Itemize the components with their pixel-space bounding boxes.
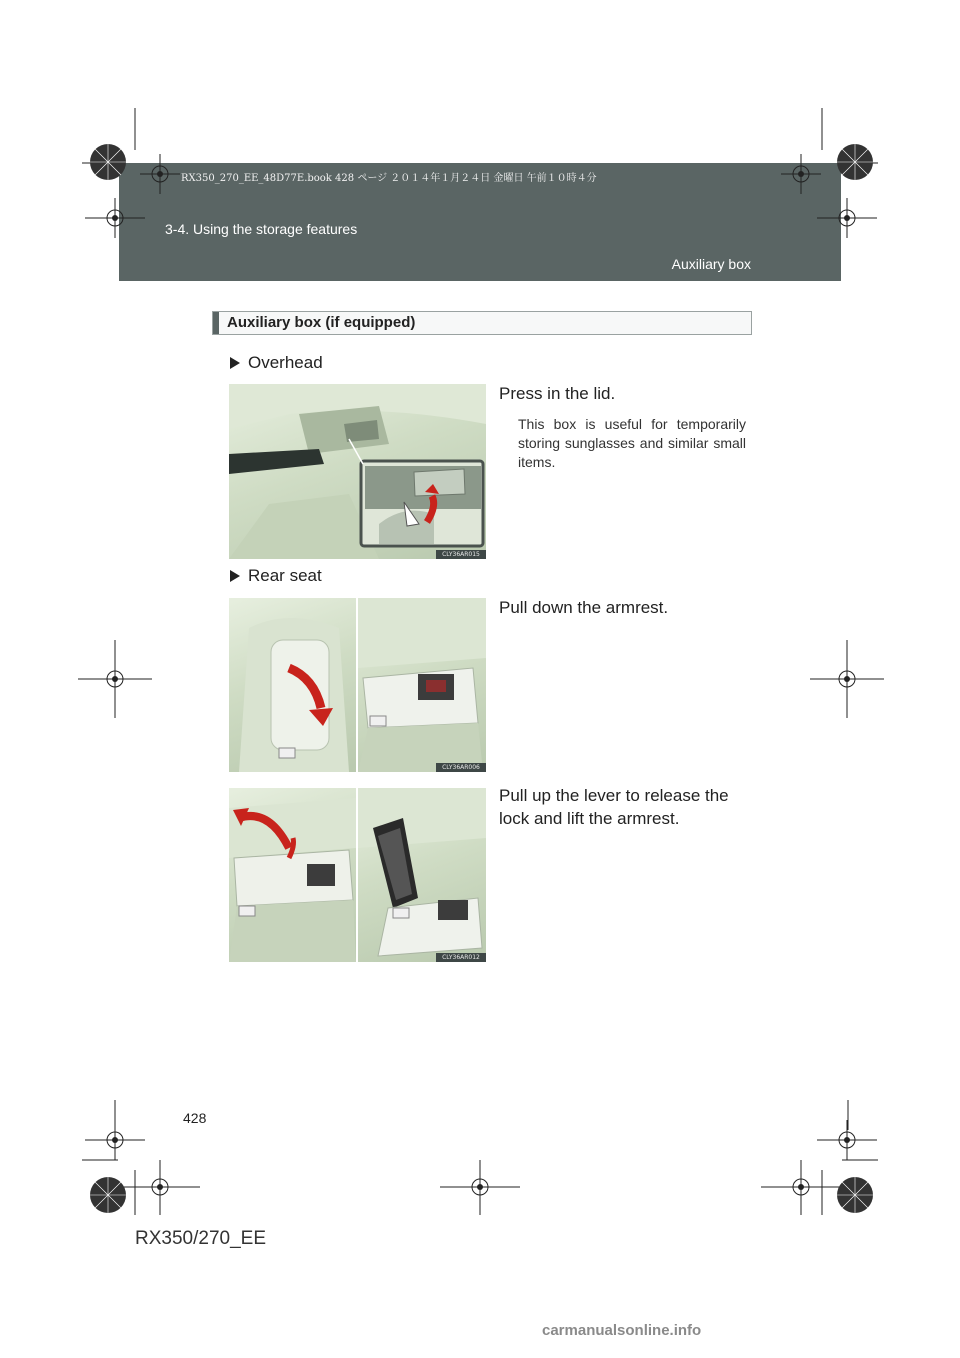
step-2-instruction: Pull up the lever to release the lock and lift the armrest. (499, 786, 729, 828)
header-band (119, 163, 841, 281)
figure-code: CLY36AR006 (436, 763, 486, 772)
rear-seat-subhead: Rear seat (230, 566, 322, 586)
section-title: Auxiliary box (671, 256, 751, 272)
section-path: 3-4. Using the storage features (165, 221, 358, 237)
overhead-console-image (229, 384, 486, 559)
step-2-right-illustration (358, 788, 486, 962)
lever-pull-image (229, 788, 356, 962)
section-heading-text: Auxiliary box (if equipped) (227, 314, 416, 331)
step-2-left-illustration (229, 788, 356, 962)
triangle-bullet-icon (230, 570, 240, 582)
figure-code: CLY36AR012 (436, 953, 486, 962)
step-1-right-illustration (358, 598, 486, 772)
triangle-bullet-icon (230, 357, 240, 369)
figure-code: CLY36AR015 (436, 550, 486, 559)
overhead-subhead: Overhead (230, 353, 323, 373)
armrest-up-image (229, 598, 356, 772)
step-1-left-illustration (229, 598, 356, 772)
page-number: 428 (183, 1110, 207, 1126)
print-file-line: RX350_270_EE_48D77E.book 428 ページ ２０１４年１月２４日 金曜日 午前１０時４分 (181, 173, 597, 184)
watermark: carmanualsonline.info (542, 1322, 702, 1339)
model-code: RX350/270_EE (135, 1228, 266, 1249)
overhead-note: This box is useful for temporarily storing sunglasses and similar small items. (518, 416, 746, 470)
armrest-down-image (358, 598, 486, 772)
auxiliary-box-open-image (358, 788, 486, 962)
section-heading (212, 311, 752, 335)
step-1-instruction: Pull down the armrest. (499, 598, 669, 617)
overhead-instruction: Press in the lid. (499, 384, 616, 403)
overhead-illustration (229, 384, 486, 559)
